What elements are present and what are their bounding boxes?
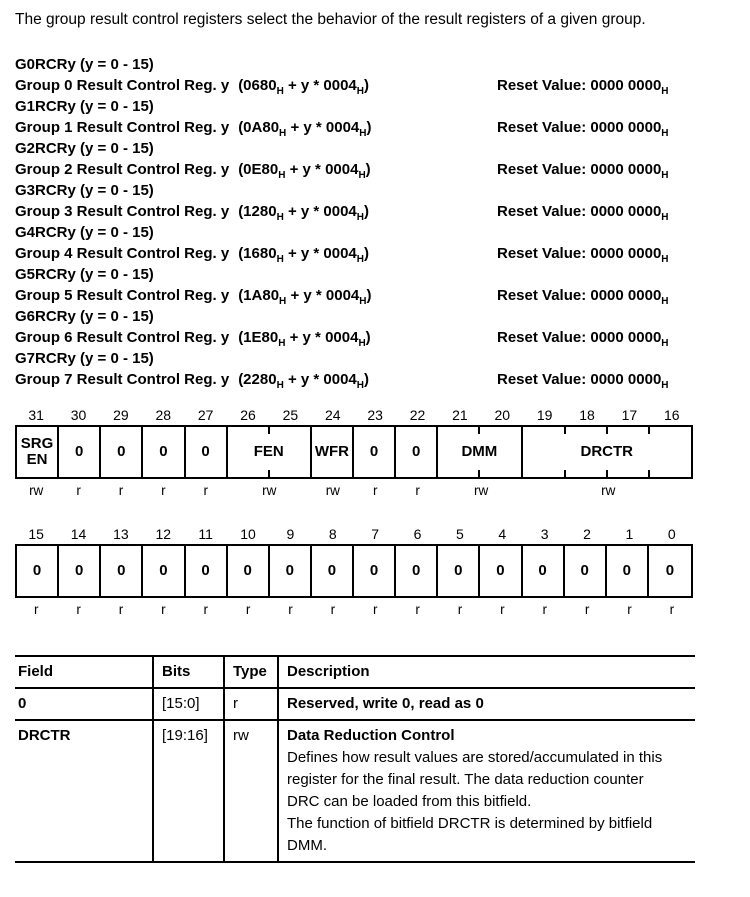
bit-numbers-row (15, 406, 693, 425)
page-content (15, 0, 695, 863)
bitfield-box (438, 427, 522, 477)
register-reset-value: Reset Value: 0000 $0000_H$ (497, 161, 669, 181)
hex-subscript: H (661, 338, 669, 349)
hex-subscript: H (661, 170, 669, 181)
bitfield-boxes-row (15, 544, 693, 598)
bitfield-box (270, 546, 312, 596)
access-type: r (203, 602, 208, 617)
bit-boundary-tick (478, 470, 480, 477)
register-bit-diagram (15, 406, 693, 618)
access-type: r (584, 602, 590, 617)
access-type: r (542, 602, 547, 617)
bitfield-label: 0 (538, 562, 547, 579)
bitfield-label: 0 (327, 562, 337, 579)
access-type: r (118, 483, 124, 498)
field-table-header: Description (287, 663, 370, 680)
field-table-row (15, 688, 695, 720)
bit-number: 6 (413, 526, 422, 542)
access-types-row (15, 602, 693, 618)
bitfield-box (101, 546, 143, 596)
bit-number: 10 (240, 526, 256, 542)
register-info-line (15, 201, 695, 222)
bit-number: 11 (198, 526, 213, 542)
bitfield-label: DRCTR (580, 443, 633, 460)
description-line: Defines how result values are stored/accumulated in this register for the final result. The data reduction counter DRC can be loaded from this bitfield. (287, 749, 663, 810)
access-type: r (500, 602, 505, 617)
bit-boundary-tick (606, 470, 608, 477)
bitfield-label: 0 (622, 562, 631, 579)
access-type: rw (474, 483, 489, 498)
register-info-line (15, 243, 695, 264)
register-name: Group 7 Result Control Reg. y (15, 371, 230, 388)
bitfield-box (228, 427, 312, 477)
bitfield-label: WFR (314, 443, 350, 460)
type-cell: rw (224, 720, 278, 862)
bit-number: 12 (155, 526, 172, 542)
bitfield-box (396, 427, 438, 477)
hex-subscript: H (359, 296, 367, 307)
access-type: r (203, 483, 208, 498)
register-info-line (15, 75, 695, 96)
hex-subscript: H (358, 170, 366, 181)
hex-subscript: H (278, 338, 286, 349)
bitfield-label: FEN (253, 443, 284, 460)
bit-boundary-tick (478, 427, 480, 434)
field-name-cell: DRCTR (15, 720, 153, 862)
access-type: r (627, 602, 632, 617)
hex-subscript: H (356, 86, 365, 97)
bitfield-box (59, 427, 101, 477)
register-reset-value: Reset Value: 0000 $0000_H$ (497, 119, 669, 139)
bit-diagram-word (15, 406, 693, 499)
bit-number: 5 (456, 526, 464, 542)
bitfield-label: 0 (580, 562, 589, 579)
register-reset-value: Reset Value: 0000 $0000_H$ (497, 287, 669, 307)
bitfield-box (59, 546, 101, 596)
bitfield-label: 0 (117, 443, 126, 460)
bit-number: 31 (28, 407, 44, 423)
hex-subscript: H (276, 254, 284, 265)
bitfield-label: 0 (159, 562, 168, 579)
bit-diagram-word (15, 525, 693, 618)
bitfield-label: 0 (159, 443, 168, 460)
bit-number: 29 (113, 407, 129, 423)
bitfield-label: 0 (496, 562, 505, 579)
register-id-line: G1RCRy (y = 0 - 15) (15, 98, 154, 115)
bit-number: 25 (282, 407, 299, 423)
bitfield-label: DMM (461, 443, 498, 460)
bit-boundary-tick (268, 470, 270, 477)
hex-subscript: H (279, 128, 287, 139)
access-type: r (33, 602, 39, 617)
bitfield-box (438, 546, 480, 596)
register-info-line (15, 159, 695, 180)
hex-subscript: H (276, 380, 284, 391)
access-type: r (415, 483, 420, 498)
hex-subscript: H (661, 128, 669, 139)
access-type: rw (262, 483, 277, 498)
access-type: r (118, 602, 124, 617)
field-table-row (15, 720, 695, 862)
register-name: Group 6 Result Control Reg. y (15, 329, 230, 346)
hex-subscript: H (358, 338, 366, 349)
bit-number: 15 (28, 526, 44, 542)
bit-boundary-tick (268, 427, 270, 434)
bit-number: 27 (197, 407, 214, 423)
register-info-line (15, 369, 695, 390)
bitfield-label: 0 (412, 443, 421, 460)
bitfield-label: 0 (201, 443, 210, 460)
register-id-line: G6RCRy (y = 0 - 15) (15, 308, 154, 325)
bitfield-box (480, 546, 522, 596)
bit-number: 26 (240, 407, 256, 423)
bitfield-box (649, 546, 691, 596)
access-type: rw (325, 483, 340, 498)
description-line: Reserved, write 0, read as 0 (287, 695, 484, 712)
register-definition-list (15, 54, 695, 390)
access-type: r (76, 483, 81, 498)
access-type: r (161, 483, 166, 498)
register-name: Group 3 Result Control Reg. y (15, 203, 230, 220)
bitfield-label: 0 (75, 562, 84, 579)
bitfield-box (523, 427, 692, 477)
bitfield-box (186, 427, 228, 477)
access-type: r (330, 602, 336, 617)
bitfield-label: 0 (285, 562, 294, 579)
bitfield-label: 0 (454, 562, 463, 579)
bit-number: 19 (536, 407, 553, 423)
field-table-header: Field (15, 656, 153, 688)
field-name-cell: 0 (15, 688, 153, 720)
hex-subscript: H (359, 128, 367, 139)
register-address: $(0A80_H + y * 0004_H)$ (238, 119, 372, 139)
bitfield-box (101, 427, 143, 477)
bit-number: 17 (621, 407, 638, 423)
bitfield-box (354, 546, 396, 596)
bitfield-box (143, 546, 185, 596)
register-name: Group 1 Result Control Reg. y (15, 119, 230, 136)
bitfield-box (228, 546, 270, 596)
bit-number: 14 (70, 526, 87, 542)
bitfield-label: 0 (32, 562, 42, 579)
bit-boundary-tick (564, 427, 566, 434)
bit-number: 1 (625, 526, 634, 542)
register-address: $(1E80_H + y * 0004_H)$ (238, 329, 371, 349)
bitfield-label: 0 (369, 562, 379, 579)
bitfield-label: 0 (412, 562, 421, 579)
access-type: rw (601, 483, 616, 498)
bitfield-box (143, 427, 185, 477)
register-reset-value: Reset Value: 0000 $0000_H$ (497, 245, 669, 265)
bit-number: 7 (371, 526, 380, 542)
access-type: r (457, 602, 463, 617)
bitfield-label: 0 (117, 562, 126, 579)
access-type: r (669, 602, 675, 617)
bitfield-box (565, 546, 607, 596)
field-table-header-row (15, 656, 695, 688)
register-address: $(0680_H + y * 0004_H)$ (238, 77, 370, 97)
hex-subscript: H (356, 212, 365, 223)
bit-number: 8 (328, 526, 337, 542)
hex-subscript: H (661, 86, 669, 97)
register-reset-value: Reset Value: 0000 $0000_H$ (497, 203, 669, 223)
hex-subscript: H (276, 212, 284, 223)
access-type: r (372, 483, 378, 498)
register-name: Group 0 Result Control Reg. y (15, 77, 230, 94)
description-cell (278, 720, 695, 862)
bitfield-box (312, 546, 354, 596)
bitfield-box (607, 546, 649, 596)
register-address: $(0E80_H + y * 0004_H)$ (238, 161, 371, 181)
register-address: $(1680_H + y * 0004_H)$ (238, 245, 370, 265)
hex-subscript: H (278, 170, 286, 181)
bit-number: 3 (540, 526, 549, 542)
bit-boundary-tick (606, 427, 608, 434)
bitfield-box (312, 427, 354, 477)
register-id-line: G2RCRy (y = 0 - 15) (15, 140, 154, 157)
access-type: r (76, 602, 81, 617)
hex-subscript: H (661, 296, 669, 307)
hex-subscript: H (276, 86, 284, 97)
hex-subscript: H (356, 254, 365, 265)
access-type: r (288, 602, 293, 617)
bitfield-box (17, 546, 59, 596)
bit-number: 2 (583, 526, 591, 542)
bitfield-box (186, 546, 228, 596)
intro-paragraph: The group result control registers select the behavior of the result registers of a given group. (15, 11, 646, 28)
bit-numbers-row (15, 525, 693, 544)
bitfield-box (17, 427, 59, 477)
bit-number: 23 (367, 407, 383, 423)
bitfield-label: 0 (665, 562, 675, 579)
bit-number: 13 (113, 526, 129, 542)
type-cell: r (224, 688, 278, 720)
bitfield-box (354, 427, 396, 477)
register-name: Group 5 Result Control Reg. y (15, 287, 230, 304)
access-type: r (161, 602, 166, 617)
hex-subscript: H (356, 380, 365, 391)
hex-subscript: H (279, 296, 287, 307)
field-description-table (15, 655, 695, 863)
bitfield-label: 0 (369, 443, 379, 460)
access-type: r (245, 602, 251, 617)
bit-boundary-tick (564, 470, 566, 477)
register-address: $(1A80_H + y * 0004_H)$ (238, 287, 372, 307)
description-cell (278, 688, 695, 720)
bit-boundary-tick (648, 470, 650, 477)
access-type: r (372, 602, 378, 617)
bit-number: 4 (498, 526, 507, 542)
field-table-header: Type (224, 656, 278, 688)
bit-number: 20 (494, 407, 511, 423)
bitfield-box (523, 546, 565, 596)
bit-number: 9 (286, 526, 295, 542)
access-type: rw (29, 483, 44, 498)
bit-number: 30 (70, 407, 87, 423)
register-reset-value: Reset Value: 0000 $0000_H$ (497, 77, 669, 97)
field-table-header: Bits (153, 656, 224, 688)
register-name: Group 2 Result Control Reg. y (15, 161, 230, 178)
hex-subscript: H (661, 212, 669, 223)
bitfield-box (396, 546, 438, 596)
bit-number: 28 (155, 407, 172, 423)
bitfield-label: 0 (75, 443, 84, 460)
register-name: Group 4 Result Control Reg. y (15, 245, 230, 262)
bits-cell: [15:0] (153, 688, 224, 720)
hex-subscript: H (661, 380, 669, 391)
bit-number: 18 (579, 407, 595, 423)
bit-number: 22 (409, 407, 426, 423)
register-address: $(2280_H + y * 0004_H)$ (238, 371, 370, 391)
register-reset-value: Reset Value: 0000 $0000_H$ (497, 371, 669, 391)
register-address: $(1280_H + y * 0004_H)$ (238, 203, 370, 223)
description-line: Data Reduction Control (287, 727, 455, 744)
register-reset-value: Reset Value: 0000 $0000_H$ (497, 329, 669, 349)
bitfield-boxes-row (15, 425, 693, 479)
bits-cell: [19:16] (153, 720, 224, 862)
register-id-line: G3RCRy (y = 0 - 15) (15, 182, 154, 199)
register-id-line: G4RCRy (y = 0 - 15) (15, 224, 154, 241)
register-info-line (15, 285, 695, 306)
bitfield-label: 0 (201, 562, 210, 579)
access-type: r (415, 602, 420, 617)
register-id-line: G0RCRy (y = 0 - 15) (15, 56, 154, 73)
bit-number: 24 (325, 407, 341, 423)
register-id-line: G7RCRy (y = 0 - 15) (15, 350, 154, 367)
bit-number: 0 (667, 526, 676, 542)
register-id-line: G5RCRy (y = 0 - 15) (15, 266, 154, 283)
bitfield-label: 0 (243, 562, 252, 579)
access-types-row (15, 483, 693, 499)
bit-boundary-tick (648, 427, 650, 434)
register-info-line (15, 327, 695, 348)
bit-number: 16 (664, 407, 680, 423)
register-info-line (15, 117, 695, 138)
description-line: The function of bitfield DRCTR is determined by bitfield DMM. (287, 815, 653, 854)
hex-subscript: H (661, 254, 669, 265)
bitfield-label: SRG EN (20, 435, 54, 468)
bit-number: 21 (452, 407, 468, 423)
